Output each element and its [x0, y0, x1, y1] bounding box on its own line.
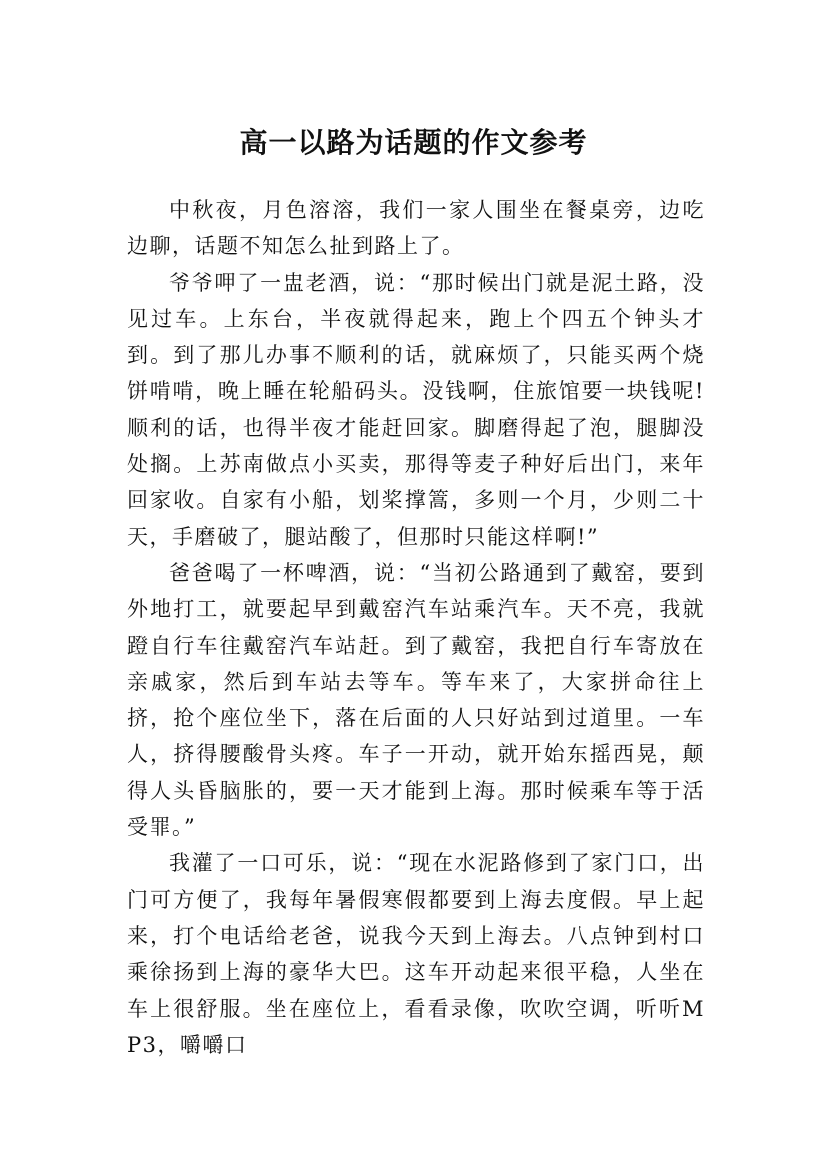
- document-body: [127, 192, 705, 1063]
- paragraph-me: 我灌了一口可乐，说：“现在水泥路修到了家门口，出门可方便了，我每年暑假寒假都要到上海去度假。早上起来，打个电话给老爸，说我今天到上海去。八点钟到村口乘徐扬到上海的豪华大巴。这车开动起来很平稳，人坐在车上很舒服。坐在座位上，看看录像，吹吹空调，听听MP3，嚼嚼口: [127, 851, 705, 1057]
- document-title: 高一以路为话题的作文参考: [239, 125, 588, 159]
- paragraph-mid-autumn-intro: 中秋夜，月色溶溶，我们一家人围坐在餐桌旁，边吃边聊，话题不知怎么扯到路上了。: [127, 198, 705, 259]
- paragraph-father: 爸爸喝了一杯啤酒，说：“当初公路通到了戴窑，要到外地打工，就要起早到戴窑汽车站乘汽车。天不亮，我就蹬自行车往戴窑汽车站赶。到了戴窑，我把自行车寄放在亲戚家，然后到车站去等车。等车来了，大家拼命往上挤，抢个座位坐下，落在后面的人只好站到过道里。一车人，挤得腰酸骨头疼。车子一开动，就开始东摇西晃，颠得人头昏脑胀的，要一天才能到上海。那时候乘车等于活受罪。”: [127, 560, 705, 840]
- paragraph-grandpa: 爷爷呷了一盅老酒，说：“那时候出门就是泥土路，没见过车。上东台，半夜就得起来，跑上个四五个钟头才到。到了那儿办事不顺利的话，就麻烦了，只能买两个烧饼啃啃，晚上睡在轮船码头。没钱啊，住旅馆要一块钱呢!顺利的话，也得半夜才能赶回家。脚磨得起了泡，腿脚没处搁。上苏南做点小买卖，那得等麦子种好后出门，来年回家收。自家有小船，划桨撑篙，多则一个月，少则二十天，手磨破了，腿站酸了，但那时只能这样啊!”: [127, 270, 705, 549]
